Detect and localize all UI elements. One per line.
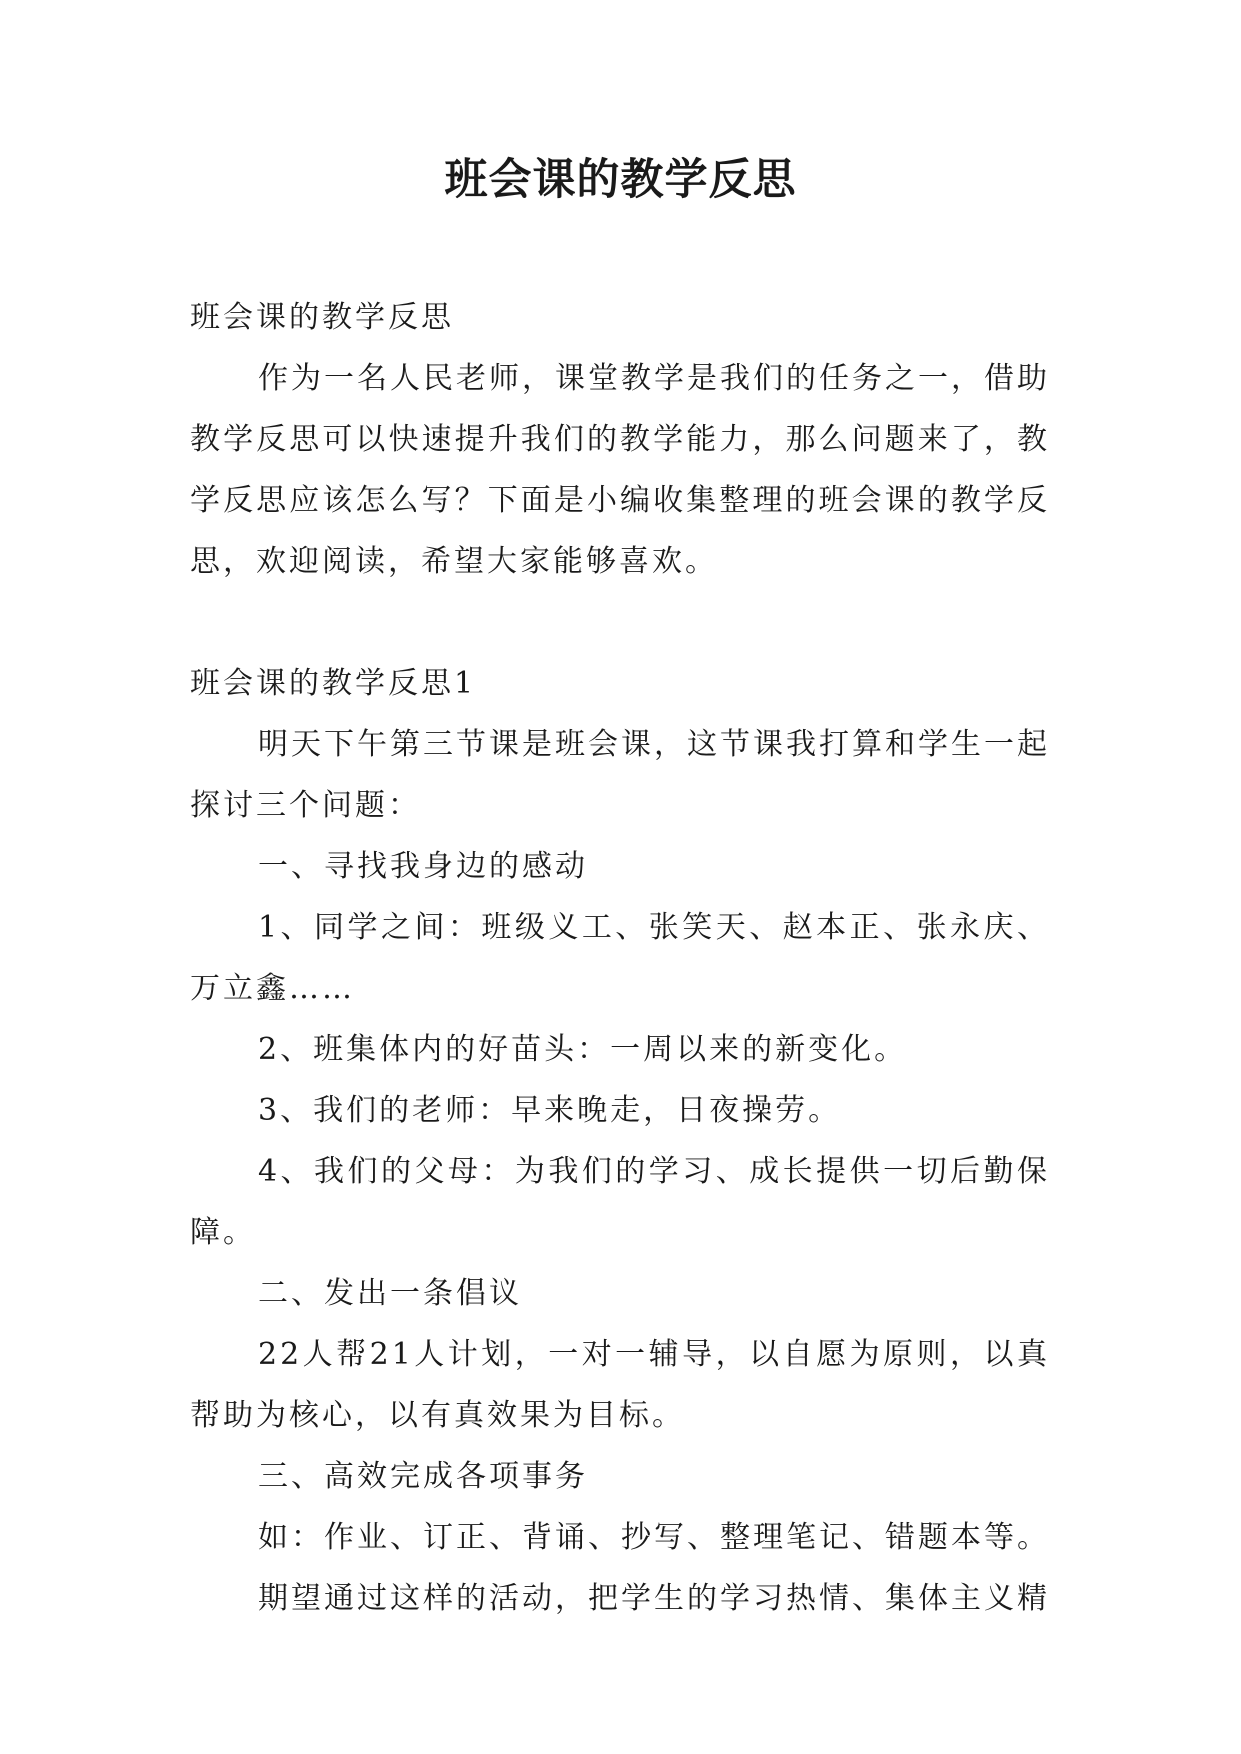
body-paragraph: 如：作业、订正、背诵、抄写、整理笔记、错题本等。 <box>258 1520 1050 1555</box>
document-body <box>190 287 1050 1629</box>
intro-paragraph: 作为一名人民老师，课堂教学是我们的任务之一，借助教学反思可以快速提升我们的教学能力，那么问题来了，教学反思应该怎么写？下面是小编收集整理的班会课的教学反思，欢迎阅读，希望大家能够喜欢。 <box>190 361 1050 579</box>
document-title: 班会课的教学反思 <box>444 155 797 205</box>
article-subtitle: 班会课的教学反思 <box>190 300 454 335</box>
body-paragraph: 三、高效完成各项事务 <box>258 1459 588 1494</box>
body-paragraph: 一、寻找我身边的感动 <box>258 849 588 884</box>
section-heading: 班会课的教学反思1 <box>190 666 477 701</box>
section-spacer <box>190 592 1050 653</box>
body-paragraph: 二、发出一条倡议 <box>258 1276 522 1311</box>
body-paragraph: 22人帮21人计划，一对一辅导，以自愿为原则，以真帮助为核心，以有真效果为目标。 <box>190 1337 1050 1433</box>
body-paragraph: 1、同学之间：班级义工、张笑天、赵本正、张永庆、万立鑫…… <box>190 910 1050 1006</box>
body-paragraph: 3、我们的老师：早来晚走，日夜操劳。 <box>258 1093 842 1128</box>
body-paragraph: 明天下午第三节课是班会课，这节课我打算和学生一起探讨三个问题： <box>190 727 1050 823</box>
body-paragraph: 2、班集体内的好苗头：一周以来的新变化。 <box>258 1032 908 1067</box>
body-paragraph: 4、我们的父母：为我们的学习、成长提供一切后勤保障。 <box>190 1154 1050 1250</box>
body-paragraph: 期望通过这样的活动，把学生的学习热情、集体主义精 <box>258 1581 1050 1616</box>
